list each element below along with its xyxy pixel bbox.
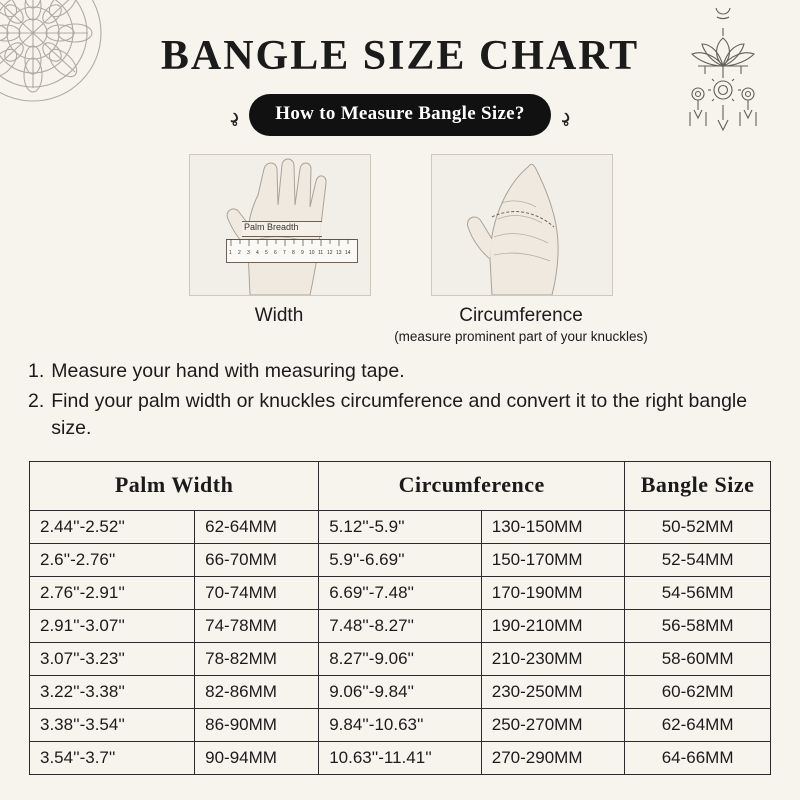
- cell-palm-mm: 82-86MM: [195, 676, 319, 709]
- cell-bangle-size: 60-62MM: [625, 676, 771, 709]
- cell-bangle-size: 54-56MM: [625, 577, 771, 610]
- svg-text:2: 2: [238, 250, 241, 256]
- svg-text:6: 6: [274, 250, 277, 256]
- cell-circ-mm: 190-210MM: [481, 610, 624, 643]
- cell-palm-inch: 3.38''-3.54'': [30, 709, 195, 742]
- cell-palm-inch: 3.07''-3.23'': [30, 643, 195, 676]
- size-table: [29, 461, 771, 775]
- svg-text:1: 1: [229, 250, 232, 256]
- table-row: [30, 544, 771, 577]
- svg-text:10: 10: [309, 250, 315, 256]
- cell-circ-mm: 270-290MM: [481, 742, 624, 775]
- header-bangle-size: Bangle Size: [625, 462, 771, 511]
- page-title: BANGLE SIZE CHART: [160, 33, 640, 79]
- mandala-ornament-icon: [0, 0, 108, 108]
- header-circumference: Circumference: [319, 462, 625, 511]
- ruler-icon: [226, 239, 356, 261]
- cell-palm-inch: 2.91''-3.07'': [30, 610, 195, 643]
- cell-bangle-size: 64-66MM: [625, 742, 771, 775]
- table-row: [30, 742, 771, 775]
- table-row: [30, 511, 771, 544]
- cell-palm-inch: 3.22''-3.38'': [30, 676, 195, 709]
- svg-text:9: 9: [301, 250, 304, 256]
- table-row: [30, 676, 771, 709]
- circumference-caption: Circumference: [459, 305, 583, 326]
- cell-palm-inch: 2.76''-2.91'': [30, 577, 195, 610]
- swirl-left-icon: ډ: [229, 102, 240, 127]
- diagram-row: [0, 154, 800, 344]
- cell-palm-mm: 86-90MM: [195, 709, 319, 742]
- cell-circ-inch: 8.27''-9.06'': [319, 643, 482, 676]
- circumference-diagram-block: [394, 154, 648, 344]
- table-row: [30, 643, 771, 676]
- svg-text:4: 4: [256, 250, 259, 256]
- cell-palm-mm: 78-82MM: [195, 643, 319, 676]
- cell-circ-inch: 7.48''-8.27'': [319, 610, 482, 643]
- folded-hand-illustration-icon: [432, 155, 612, 295]
- cell-palm-mm: 70-74MM: [195, 577, 319, 610]
- cell-circ-inch: 6.69''-7.48'': [319, 577, 482, 610]
- width-diagram: [189, 154, 371, 296]
- step-number: 2.: [28, 389, 45, 412]
- circumference-diagram: [431, 154, 613, 296]
- cell-bangle-size: 56-58MM: [625, 610, 771, 643]
- svg-text:3: 3: [247, 250, 250, 256]
- width-diagram-block: [189, 154, 369, 344]
- cell-palm-inch: 2.6''-2.76'': [30, 544, 195, 577]
- table-header-row: [30, 462, 771, 511]
- swirl-right-icon: ډ: [560, 102, 571, 127]
- cell-palm-inch: 3.54''-3.7'': [30, 742, 195, 775]
- list-item: [28, 358, 768, 386]
- svg-text:13: 13: [336, 250, 342, 256]
- cell-circ-inch: 10.63''-11.41'': [319, 742, 482, 775]
- cell-circ-mm: 150-170MM: [481, 544, 624, 577]
- cell-palm-mm: 74-78MM: [195, 610, 319, 643]
- cell-circ-inch: 5.9''-6.69'': [319, 544, 482, 577]
- svg-text:12: 12: [327, 250, 333, 256]
- cell-palm-inch: 2.44''-2.52'': [30, 511, 195, 544]
- svg-text:8: 8: [292, 250, 295, 256]
- table-row: [30, 610, 771, 643]
- cell-circ-mm: 250-270MM: [481, 709, 624, 742]
- table-row: [30, 709, 771, 742]
- step-text: Find your palm width or knuckles circumference and convert it to the right bangle size.: [51, 389, 748, 440]
- svg-text:11: 11: [318, 250, 324, 256]
- step-text: Measure your hand with measuring tape.: [51, 360, 405, 382]
- svg-text:14: 14: [345, 250, 351, 256]
- cell-circ-mm: 230-250MM: [481, 676, 624, 709]
- instructions-list: [28, 358, 768, 443]
- cell-bangle-size: 52-54MM: [625, 544, 771, 577]
- cell-palm-mm: 66-70MM: [195, 544, 319, 577]
- table-row: [30, 577, 771, 610]
- cell-bangle-size: 58-60MM: [625, 643, 771, 676]
- cell-bangle-size: 62-64MM: [625, 709, 771, 742]
- cell-circ-mm: 210-230MM: [481, 643, 624, 676]
- palm-breadth-label: Palm Breadth: [244, 222, 299, 232]
- cell-palm-mm: 62-64MM: [195, 511, 319, 544]
- cell-circ-mm: 130-150MM: [481, 511, 624, 544]
- cell-palm-mm: 90-94MM: [195, 742, 319, 775]
- list-item: [28, 388, 768, 443]
- header-palm-width: Palm Width: [30, 462, 319, 511]
- svg-text:7: 7: [283, 250, 286, 256]
- cell-circ-inch: 5.12''-5.9'': [319, 511, 482, 544]
- width-caption: Width: [254, 305, 304, 326]
- svg-text:5: 5: [265, 250, 268, 256]
- lotus-ornament-icon: [668, 8, 778, 143]
- how-to-measure-label: How to Measure Bangle Size?: [249, 94, 550, 136]
- cell-circ-inch: 9.06''-9.84'': [319, 676, 482, 709]
- circumference-subcaption: (measure prominent part of your knuckles): [394, 329, 648, 344]
- cell-bangle-size: 50-52MM: [625, 511, 771, 544]
- cell-circ-inch: 9.84''-10.63'': [319, 709, 482, 742]
- cell-circ-mm: 170-190MM: [481, 577, 624, 610]
- step-number: 1.: [28, 360, 45, 382]
